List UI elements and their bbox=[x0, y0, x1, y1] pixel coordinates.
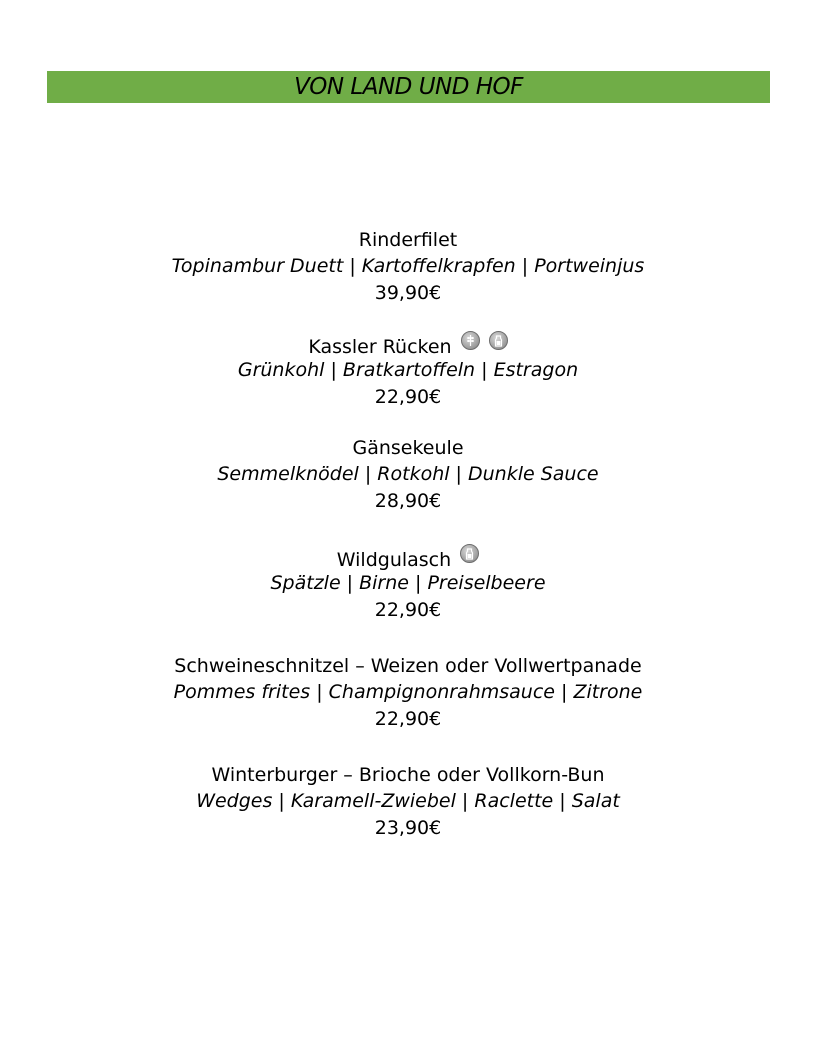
dish-item bbox=[0, 331, 816, 411]
dish-price: 22,90€ bbox=[374, 599, 442, 621]
dish-sides: Topinambur Duett | Kartoffelkrapfen | Portweinjus bbox=[171, 255, 645, 277]
dish-price: 23,90€ bbox=[374, 817, 442, 839]
dish-item bbox=[0, 544, 816, 624]
dish-item bbox=[0, 435, 816, 515]
lactose-icon bbox=[489, 331, 508, 350]
dish-name: Wildgulasch bbox=[336, 549, 452, 571]
section-title: VON LAND UND HOF bbox=[294, 74, 523, 100]
dish-price: 22,90€ bbox=[374, 386, 442, 408]
dish-item bbox=[0, 762, 816, 842]
dish-name: Kassler Rücken bbox=[308, 336, 452, 358]
dish-sides: Semmelknödel | Rotkohl | Dunkle Sauce bbox=[217, 463, 599, 485]
dish-sides: Grünkohl | Bratkartoffeln | Estragon bbox=[237, 359, 579, 381]
dish-name: Winterburger – Brioche oder Vollkorn-Bun bbox=[211, 764, 605, 786]
gluten-icon bbox=[461, 331, 480, 350]
dish-price: 22,90€ bbox=[374, 708, 442, 730]
dish-item bbox=[0, 227, 816, 307]
dish-price: 39,90€ bbox=[374, 282, 442, 304]
section-header-bar bbox=[47, 71, 770, 103]
dish-name: Gänsekeule bbox=[352, 437, 464, 459]
menu-list bbox=[0, 227, 816, 842]
dish-price: 28,90€ bbox=[374, 490, 442, 512]
lactose-icon bbox=[460, 544, 479, 563]
dish-name: Schweineschnitzel – Weizen oder Vollwertpanade bbox=[174, 655, 642, 677]
dish-sides: Wedges | Karamell-Zwiebel | Raclette | Salat bbox=[196, 790, 620, 812]
dish-sides: Pommes frites | Champignonrahmsauce | Zitrone bbox=[173, 681, 643, 703]
dish-item bbox=[0, 653, 816, 733]
dish-sides: Spätzle | Birne | Preiselbeere bbox=[270, 572, 546, 594]
dish-name: Rinderfilet bbox=[358, 229, 458, 251]
